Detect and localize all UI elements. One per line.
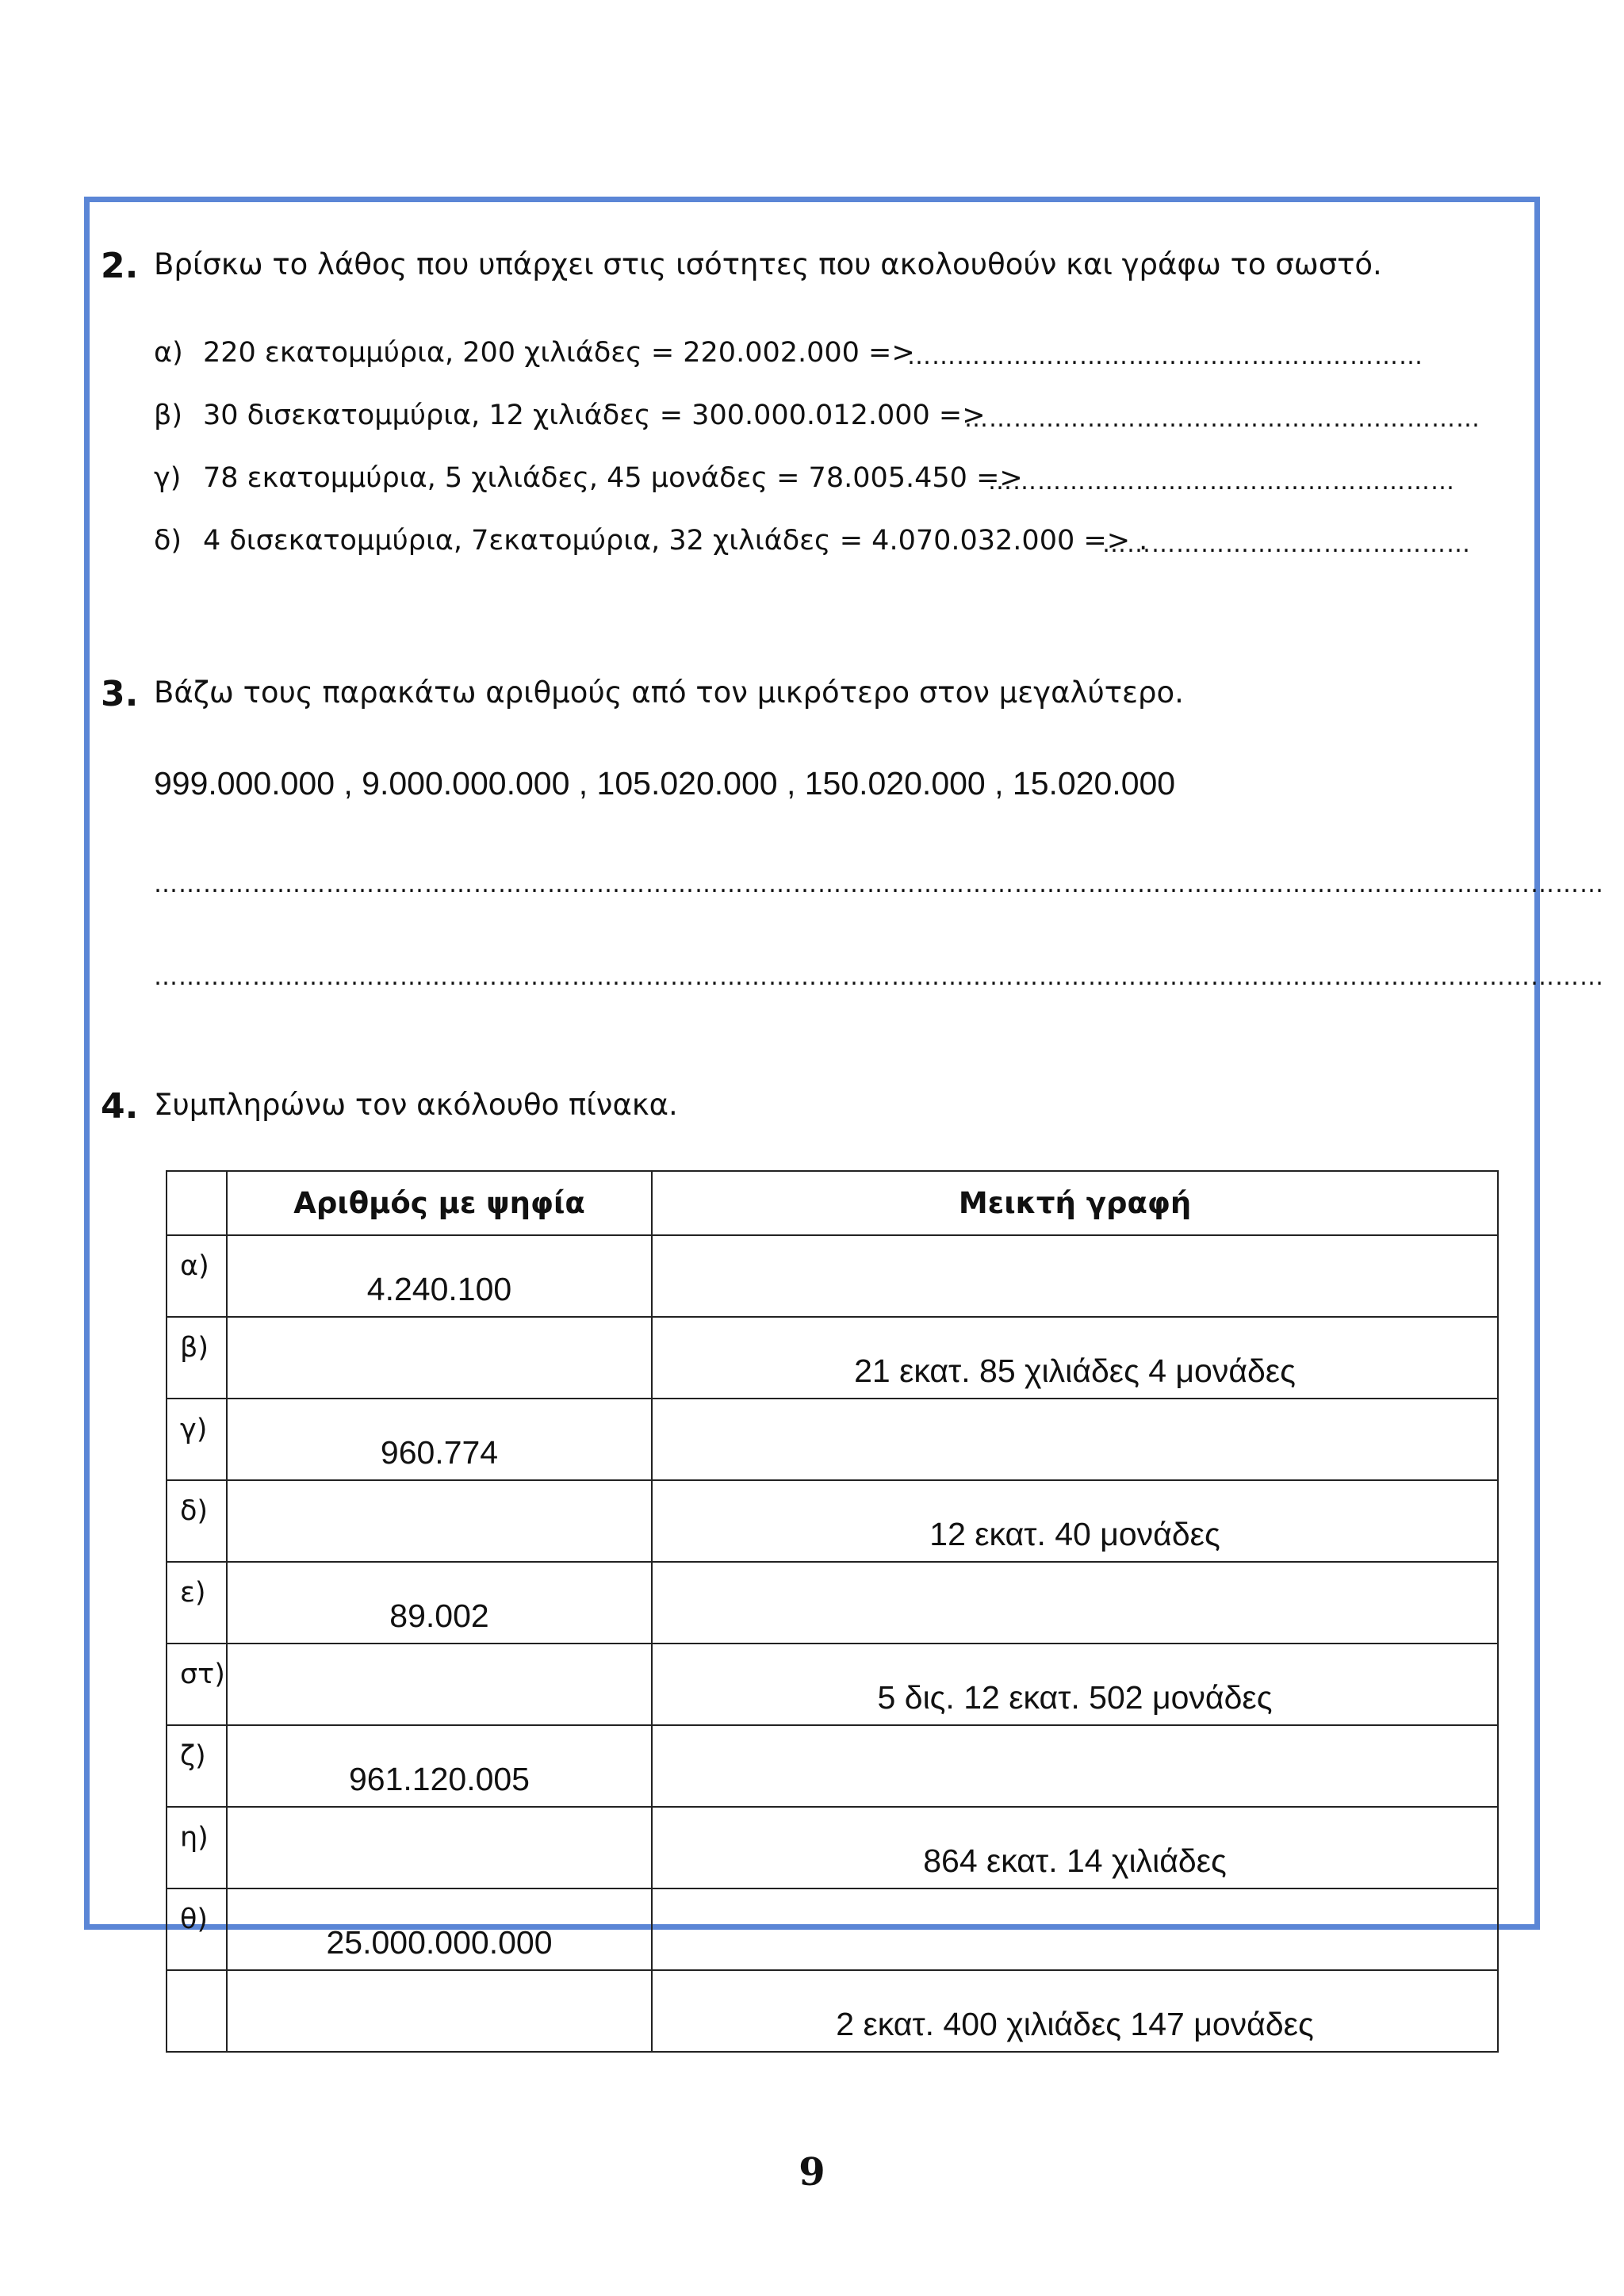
answer-dots[interactable]: ……………………………………………………… xyxy=(964,405,1480,433)
table-row xyxy=(167,1725,1498,1807)
row-label: στ) xyxy=(167,1644,227,1725)
table-row xyxy=(167,1480,1498,1562)
exercise-2-item-c xyxy=(154,462,1023,494)
mixed-cell[interactable] xyxy=(652,1235,1498,1317)
table-row xyxy=(167,1888,1498,1970)
exercise-2-number: 2. xyxy=(101,246,139,286)
digits-cell[interactable] xyxy=(227,1644,652,1725)
item-label: β) xyxy=(154,400,182,431)
item-equation: 78 εκατομμύρια, 5 χιλιάδες, 45 μονάδες = 78.005.450 => xyxy=(203,462,1023,494)
item-label: δ) xyxy=(154,525,182,557)
page-number: 9 xyxy=(799,2150,825,2195)
digits-cell: 960.774 xyxy=(227,1399,652,1480)
table-row xyxy=(167,1399,1498,1480)
answer-dots[interactable]: ……………………………………………………… xyxy=(907,342,1423,370)
row-label: ε) xyxy=(167,1562,227,1644)
mixed-cell: 864 εκατ. 14 χιλιάδες xyxy=(652,1807,1498,1888)
digits-cell[interactable] xyxy=(227,1970,652,2052)
table-row xyxy=(167,1807,1498,1888)
exercise-2-item-a xyxy=(154,337,915,369)
mixed-cell[interactable] xyxy=(652,1888,1498,1970)
item-equation: 4 δισεκατομμύρια, 7εκατομύρια, 32 χιλιάδες = 4.070.032.000 => . xyxy=(203,525,1148,557)
answer-dots[interactable]: ………………………………………………… xyxy=(988,468,1455,496)
item-equation: 220 εκατομμύρια, 200 χιλιάδες = 220.002.000 => xyxy=(203,337,915,369)
table-row xyxy=(167,1644,1498,1725)
exercise-4-instruction: Συμπληρώνω τον ακόλουθο πίνακα. xyxy=(154,1088,678,1122)
row-label: δ) xyxy=(167,1480,227,1562)
mixed-cell: 2 εκατ. 400 χιλιάδες 147 μονάδες xyxy=(652,1970,1498,2052)
item-label: γ) xyxy=(154,462,182,494)
header-blank xyxy=(167,1171,227,1235)
answer-line-1[interactable]: …………………………………………………………………………………………………………………………………………………………… xyxy=(154,871,1604,898)
row-label: α) xyxy=(167,1235,227,1317)
digits-cell[interactable] xyxy=(227,1807,652,1888)
exercise-2-instruction: Βρίσκω το λάθος που υπάρχει στις ισότητες που ακολουθούν και γράφω το σωστό. xyxy=(154,247,1382,281)
header-digits: Αριθμός με ψηφία xyxy=(227,1171,652,1235)
mixed-cell: 12 εκατ. 40 μονάδες xyxy=(652,1480,1498,1562)
row-label: β) xyxy=(167,1317,227,1399)
exercise-2-item-b xyxy=(154,400,986,431)
header-mixed: Μεικτή γραφή xyxy=(652,1171,1498,1235)
digits-cell: 4.240.100 xyxy=(227,1235,652,1317)
mixed-cell: 5 δις. 12 εκατ. 502 μονάδες xyxy=(652,1644,1498,1725)
row-label xyxy=(167,1970,227,2052)
mixed-cell: 21 εκατ. 85 χιλιάδες 4 μονάδες xyxy=(652,1317,1498,1399)
digits-cell[interactable] xyxy=(227,1480,652,1562)
digits-cell: 961.120.005 xyxy=(227,1725,652,1807)
table-row xyxy=(167,1970,1498,2052)
answer-dots[interactable]: ……………………………………… xyxy=(1102,530,1471,558)
table-row xyxy=(167,1317,1498,1399)
table-row xyxy=(167,1235,1498,1317)
exercise-4-number: 4. xyxy=(101,1086,139,1127)
mixed-cell[interactable] xyxy=(652,1725,1498,1807)
row-label: ζ) xyxy=(167,1725,227,1807)
conversion-table xyxy=(166,1170,1499,2053)
table-row xyxy=(167,1562,1498,1644)
mixed-cell[interactable] xyxy=(652,1399,1498,1480)
row-label: θ) xyxy=(167,1888,227,1970)
numbers-to-order: 999.000.000 , 9.000.000.000 , 105.020.000 , 150.020.000 , 15.020.000 xyxy=(154,765,1176,802)
exercise-3-number: 3. xyxy=(101,674,139,714)
item-label: α) xyxy=(154,337,183,369)
answer-line-2[interactable]: …………………………………………………………………………………………………………………………………………………………… xyxy=(154,963,1604,991)
row-label: η) xyxy=(167,1807,227,1888)
item-equation: 30 δισεκατομμύρια, 12 χιλιάδες = 300.000.012.000 => xyxy=(203,400,986,431)
digits-cell: 25.000.000.000 xyxy=(227,1888,652,1970)
exercise-3-instruction: Βάζω τους παρακάτω αριθμούς από τον μικρότερο στον μεγαλύτερο. xyxy=(154,675,1184,710)
digits-cell: 89.002 xyxy=(227,1562,652,1644)
digits-cell[interactable] xyxy=(227,1317,652,1399)
exercise-2-item-d xyxy=(154,525,1147,557)
mixed-cell[interactable] xyxy=(652,1562,1498,1644)
row-label: γ) xyxy=(167,1399,227,1480)
table-header-row xyxy=(167,1171,1498,1235)
